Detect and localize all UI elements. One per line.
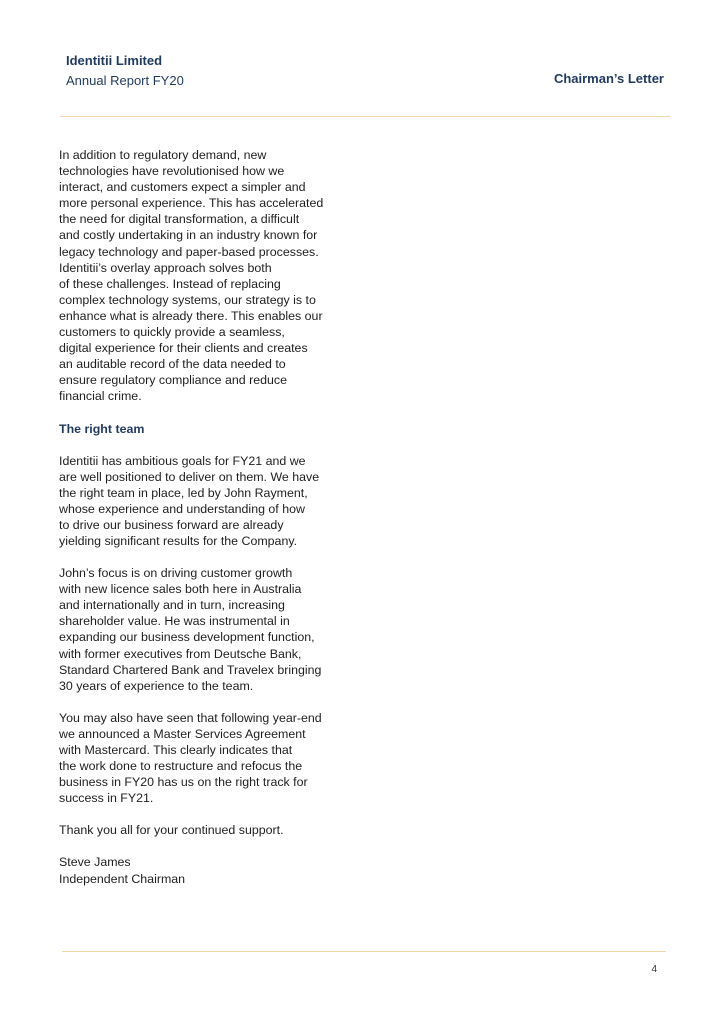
company-name: Identitii Limited	[66, 53, 163, 68]
document-header	[66, 52, 184, 89]
signature: Steve James Independent Chairman	[59, 855, 186, 886]
paragraph-4: You may also have seen that following year-end we announced a Master Services Agreement with Mastercard. This clearly indicates that the work done to restructure and refocus the business in FY20 has us on the right track for success in FY21.	[59, 710, 322, 806]
report-title: Annual Report FY20	[66, 73, 184, 88]
letter-body	[59, 147, 359, 903]
subheading-right-team: The right team	[59, 421, 145, 436]
paragraph-5: Thank you all for your continued support.	[59, 823, 284, 838]
paragraph-1: In addition to regulatory demand, new technologies have revolutionised how we interact, and customers expect a simpler and more personal experience. This has accelerated the need for digital transformation, a difficult and costly undertaking in an industry known for legacy technology and paper-based processes. Identitii’s overlay approach solves both of these challenges. Instead of replacing complex technology systems, our strategy is to enhance what is already there. This enables our customers to quickly provide a seamless, digital experience for their clients and creates an auditable record of the data needed to ensure regulatory compliance and reduce financial crime.	[59, 148, 324, 404]
header-divider	[60, 116, 670, 117]
section-title: Chairman’s Letter	[553, 71, 664, 86]
page-number: 4	[651, 964, 657, 975]
paragraph-2: Identitii has ambitious goals for FY21 and we are well positioned to deliver on them. We have the right team in place, led by John Rayment, whose experience and understanding of how to drive our business forward are already yielding significant results for the Company.	[59, 453, 320, 548]
paragraph-3: John’s focus is on driving customer growth with new licence sales both here in Australia and internationally and in turn, increasing shareholder value. He was instrumental in expanding our business development function, with former executives from Deutsche Bank, Standard Chartered Bank and Travelex bringing 30 years of experience to the team.	[59, 566, 322, 693]
footer-divider	[62, 951, 666, 952]
